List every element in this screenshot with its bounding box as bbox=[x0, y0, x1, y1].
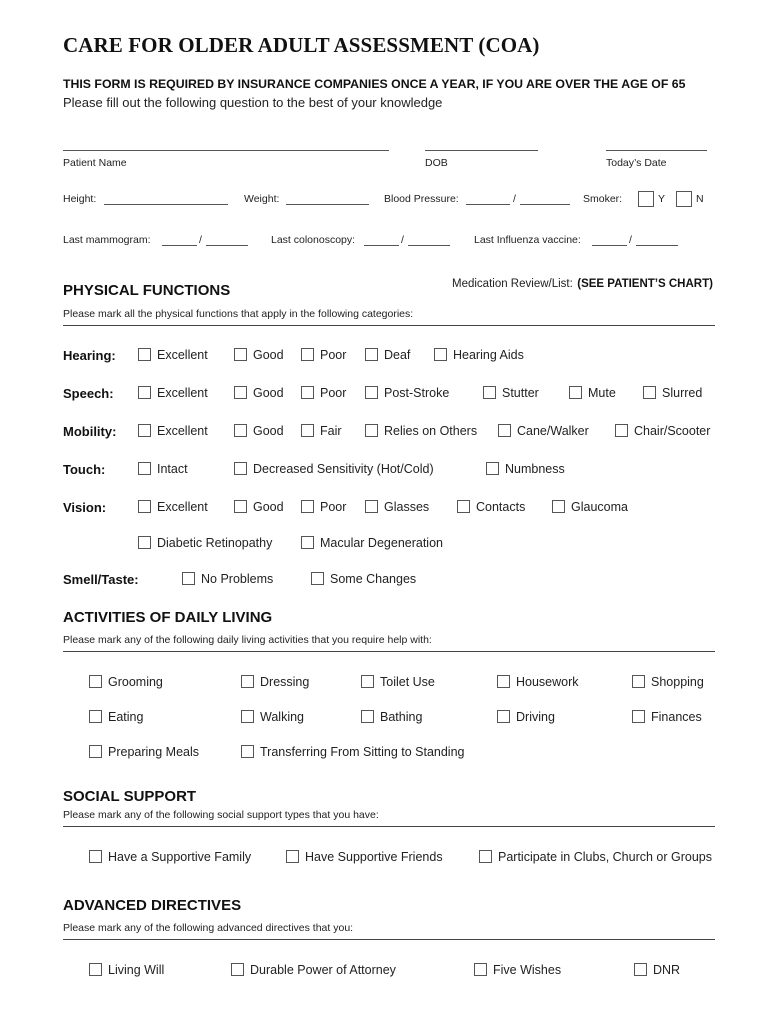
weight-field[interactable] bbox=[286, 193, 369, 205]
vision-diabetic-retinopathy-checkbox[interactable] bbox=[138, 536, 151, 549]
adl-finances-label: Finances bbox=[651, 710, 702, 724]
mammogram-year-field[interactable] bbox=[206, 234, 248, 246]
smoker-yes-checkbox[interactable] bbox=[638, 191, 654, 207]
adl-driving-label: Driving bbox=[516, 710, 555, 724]
adl-toilet-use-checkbox[interactable] bbox=[361, 675, 374, 688]
todays-date-label: Today’s Date bbox=[606, 157, 667, 169]
directive-dnr-label: DNR bbox=[653, 963, 681, 977]
blood-pressure-label: Blood Pressure: bbox=[384, 193, 459, 205]
adl-bathing-checkbox[interactable] bbox=[361, 710, 374, 723]
adl-housework-label: Housework bbox=[516, 675, 579, 689]
touch-intact-checkbox[interactable] bbox=[138, 462, 151, 475]
social-clubs-label: Participate in Clubs, Church or Groups bbox=[498, 850, 712, 864]
adl-grooming-label: Grooming bbox=[108, 675, 163, 689]
colonoscopy-separator: / bbox=[401, 234, 404, 246]
smell-no-problems-checkbox[interactable] bbox=[182, 572, 195, 585]
mobility-good-checkbox[interactable] bbox=[234, 424, 247, 437]
vision-good-label: Good bbox=[253, 500, 284, 514]
mobility-relies-on-others-label: Relies on Others bbox=[384, 424, 478, 438]
vision-glaucoma-checkbox[interactable] bbox=[552, 500, 565, 513]
mammogram-month-field[interactable] bbox=[162, 234, 197, 246]
speech-post-stroke-checkbox[interactable] bbox=[365, 386, 378, 399]
speech-mute-label: Mute bbox=[588, 386, 616, 400]
hearing-good-label: Good bbox=[253, 348, 284, 362]
adl-bathing-label: Bathing bbox=[380, 710, 423, 724]
adl-preparing-meals-checkbox[interactable] bbox=[89, 745, 102, 758]
adl-dressing-checkbox[interactable] bbox=[241, 675, 254, 688]
mobility-cane-walker-checkbox[interactable] bbox=[498, 424, 511, 437]
speech-stutter-checkbox[interactable] bbox=[483, 386, 496, 399]
hearing-aids-label: Hearing Aids bbox=[453, 348, 524, 362]
vision-macular-degeneration-checkbox[interactable] bbox=[301, 536, 314, 549]
social-family-label: Have a Supportive Family bbox=[108, 850, 252, 864]
mobility-relies-on-others-checkbox[interactable] bbox=[365, 424, 378, 437]
vision-poor-checkbox[interactable] bbox=[301, 500, 314, 513]
social-support-subtitle: Please mark any of the following social support types that you have: bbox=[63, 809, 379, 821]
adl-title: ACTIVITIES OF DAILY LIVING bbox=[63, 609, 273, 626]
vision-contacts-checkbox[interactable] bbox=[457, 500, 470, 513]
form-instructions: Please fill out the following question to the best of your knowledge bbox=[63, 95, 443, 110]
hearing-excellent-label: Excellent bbox=[157, 348, 208, 362]
patient-name-field[interactable] bbox=[63, 138, 389, 151]
speech-stutter-label: Stutter bbox=[502, 386, 539, 400]
physical-functions-subtitle: Please mark all the physical functions that apply in the following categories: bbox=[63, 308, 414, 320]
vision-poor-label: Poor bbox=[320, 500, 347, 514]
smell-some-changes-label: Some Changes bbox=[330, 572, 417, 586]
vision-good-checkbox[interactable] bbox=[234, 500, 247, 513]
adl-finances-checkbox[interactable] bbox=[632, 710, 645, 723]
medication-value: (SEE PATIENT’S CHART) bbox=[577, 278, 713, 290]
height-label: Height: bbox=[63, 193, 97, 205]
bp-separator: / bbox=[513, 193, 516, 205]
medication-label: Medication Review/List: bbox=[452, 278, 573, 290]
touch-label: Touch: bbox=[63, 462, 106, 477]
adl-transferring-label: Transferring From Sitting to Standing bbox=[260, 745, 465, 759]
directive-five-wishes-label: Five Wishes bbox=[493, 963, 562, 977]
directive-dnr-checkbox[interactable] bbox=[634, 963, 647, 976]
influenza-label: Last Influenza vaccine: bbox=[474, 234, 581, 246]
weight-label: Weight: bbox=[244, 193, 280, 205]
touch-decreased-sensitivity-label: Decreased Sensitivity (Hot/Cold) bbox=[253, 462, 434, 476]
smoker-label: Smoker: bbox=[583, 193, 623, 205]
vision-excellent-label: Excellent bbox=[157, 500, 208, 514]
adl-shopping-checkbox[interactable] bbox=[632, 675, 645, 688]
speech-slurred-label: Slurred bbox=[662, 386, 703, 400]
adl-walking-label: Walking bbox=[260, 710, 304, 724]
hearing-excellent-checkbox[interactable] bbox=[138, 348, 151, 361]
section-divider bbox=[63, 826, 715, 827]
directive-power-of-attorney-label: Durable Power of Attorney bbox=[250, 963, 396, 977]
adl-toilet-use-label: Toilet Use bbox=[380, 675, 435, 689]
mammogram-label: Last mammogram: bbox=[63, 234, 151, 246]
vision-macular-degeneration-label: Macular Degeneration bbox=[320, 536, 443, 550]
smoker-no-checkbox[interactable] bbox=[676, 191, 692, 207]
speech-good-label: Good bbox=[253, 386, 284, 400]
hearing-poor-label: Poor bbox=[320, 348, 347, 362]
advanced-directives-subtitle: Please mark any of the following advanced directives that you: bbox=[63, 922, 354, 934]
mobility-excellent-label: Excellent bbox=[157, 424, 208, 438]
speech-good-checkbox[interactable] bbox=[234, 386, 247, 399]
vision-diabetic-retinopathy-label: Diabetic Retinopathy bbox=[157, 536, 273, 550]
social-clubs-checkbox[interactable] bbox=[479, 850, 492, 863]
influenza-month-field[interactable] bbox=[592, 234, 627, 246]
hearing-deaf-label: Deaf bbox=[384, 348, 411, 362]
smoker-yes-label: Y bbox=[658, 193, 666, 205]
section-divider bbox=[63, 939, 715, 940]
colonoscopy-month-field[interactable] bbox=[364, 234, 399, 246]
section-divider bbox=[63, 325, 715, 326]
adl-dressing-label: Dressing bbox=[260, 675, 310, 689]
mobility-fair-label: Fair bbox=[320, 424, 342, 438]
vision-excellent-checkbox[interactable] bbox=[138, 500, 151, 513]
speech-post-stroke-label: Post-Stroke bbox=[384, 386, 450, 400]
adl-eating-label: Eating bbox=[108, 710, 144, 724]
influenza-year-field[interactable] bbox=[636, 234, 678, 246]
social-family-checkbox[interactable] bbox=[89, 850, 102, 863]
adl-preparing-meals-label: Preparing Meals bbox=[108, 745, 200, 759]
speech-mute-checkbox[interactable] bbox=[569, 386, 582, 399]
touch-numbness-label: Numbness bbox=[505, 462, 565, 476]
section-divider bbox=[63, 651, 715, 652]
smoker-no-label: N bbox=[696, 193, 704, 205]
bp-systolic-field[interactable] bbox=[466, 193, 510, 205]
hearing-poor-checkbox[interactable] bbox=[301, 348, 314, 361]
adl-housework-checkbox[interactable] bbox=[497, 675, 510, 688]
directive-power-of-attorney-checkbox[interactable] bbox=[231, 963, 244, 976]
height-field[interactable] bbox=[104, 193, 228, 205]
mammogram-separator: / bbox=[199, 234, 202, 246]
dob-field[interactable] bbox=[425, 138, 538, 151]
directive-five-wishes-checkbox[interactable] bbox=[474, 963, 487, 976]
adl-transferring-checkbox[interactable] bbox=[241, 745, 254, 758]
hearing-good-checkbox[interactable] bbox=[234, 348, 247, 361]
colonoscopy-label: Last colonoscopy: bbox=[271, 234, 356, 246]
hearing-aids-checkbox[interactable] bbox=[434, 348, 447, 361]
adl-subtitle: Please mark any of the following daily living activities that you require help with: bbox=[63, 634, 432, 646]
speech-excellent-label: Excellent bbox=[157, 386, 208, 400]
adl-eating-checkbox[interactable] bbox=[89, 710, 102, 723]
mobility-label: Mobility: bbox=[63, 424, 117, 439]
social-support-title: SOCIAL SUPPORT bbox=[63, 788, 197, 805]
form-title: CARE FOR OLDER ADULT ASSESSMENT (COA) bbox=[63, 33, 540, 57]
vision-glasses-checkbox[interactable] bbox=[365, 500, 378, 513]
vision-label: Vision: bbox=[63, 500, 107, 515]
adl-walking-checkbox[interactable] bbox=[241, 710, 254, 723]
smell-some-changes-checkbox[interactable] bbox=[311, 572, 324, 585]
physical-functions-title: PHYSICAL FUNCTIONS bbox=[63, 282, 231, 299]
speech-excellent-checkbox[interactable] bbox=[138, 386, 151, 399]
mobility-cane-walker-label: Cane/Walker bbox=[517, 424, 589, 438]
social-friends-label: Have Supportive Friends bbox=[305, 850, 443, 864]
influenza-separator: / bbox=[629, 234, 632, 246]
todays-date-field[interactable] bbox=[606, 138, 707, 151]
patient-name-label: Patient Name bbox=[63, 157, 127, 169]
adl-shopping-label: Shopping bbox=[651, 675, 704, 689]
vision-glasses-label: Glasses bbox=[384, 500, 430, 514]
smell-no-problems-label: No Problems bbox=[201, 572, 274, 586]
speech-poor-label: Poor bbox=[320, 386, 347, 400]
vision-contacts-label: Contacts bbox=[476, 500, 526, 514]
speech-slurred-checkbox[interactable] bbox=[643, 386, 656, 399]
adl-grooming-checkbox[interactable] bbox=[89, 675, 102, 688]
adl-driving-checkbox[interactable] bbox=[497, 710, 510, 723]
hearing-label: Hearing: bbox=[63, 348, 116, 363]
mobility-good-label: Good bbox=[253, 424, 284, 438]
directive-living-will-checkbox[interactable] bbox=[89, 963, 102, 976]
mobility-fair-checkbox[interactable] bbox=[301, 424, 314, 437]
bp-diastolic-field[interactable] bbox=[520, 193, 570, 205]
form-subtitle: THIS FORM IS REQUIRED BY INSURANCE COMPANIES ONCE A YEAR, IF YOU ARE OVER THE AGE OF 65 bbox=[63, 77, 686, 91]
dob-label: DOB bbox=[425, 157, 448, 169]
touch-decreased-sensitivity-checkbox[interactable] bbox=[234, 462, 247, 475]
speech-poor-checkbox[interactable] bbox=[301, 386, 314, 399]
mobility-chair-scooter-checkbox[interactable] bbox=[615, 424, 628, 437]
medication-review bbox=[452, 274, 713, 292]
vision-glaucoma-label: Glaucoma bbox=[571, 500, 628, 514]
social-friends-checkbox[interactable] bbox=[286, 850, 299, 863]
advanced-directives-title: ADVANCED DIRECTIVES bbox=[63, 897, 242, 914]
touch-intact-label: Intact bbox=[157, 462, 188, 476]
hearing-deaf-checkbox[interactable] bbox=[365, 348, 378, 361]
speech-label: Speech: bbox=[63, 386, 114, 401]
touch-numbness-checkbox[interactable] bbox=[486, 462, 499, 475]
smell-taste-label: Smell/Taste: bbox=[63, 572, 139, 587]
mobility-chair-scooter-label: Chair/Scooter bbox=[634, 424, 711, 438]
mobility-excellent-checkbox[interactable] bbox=[138, 424, 151, 437]
directive-living-will-label: Living Will bbox=[108, 963, 165, 977]
colonoscopy-year-field[interactable] bbox=[408, 234, 450, 246]
